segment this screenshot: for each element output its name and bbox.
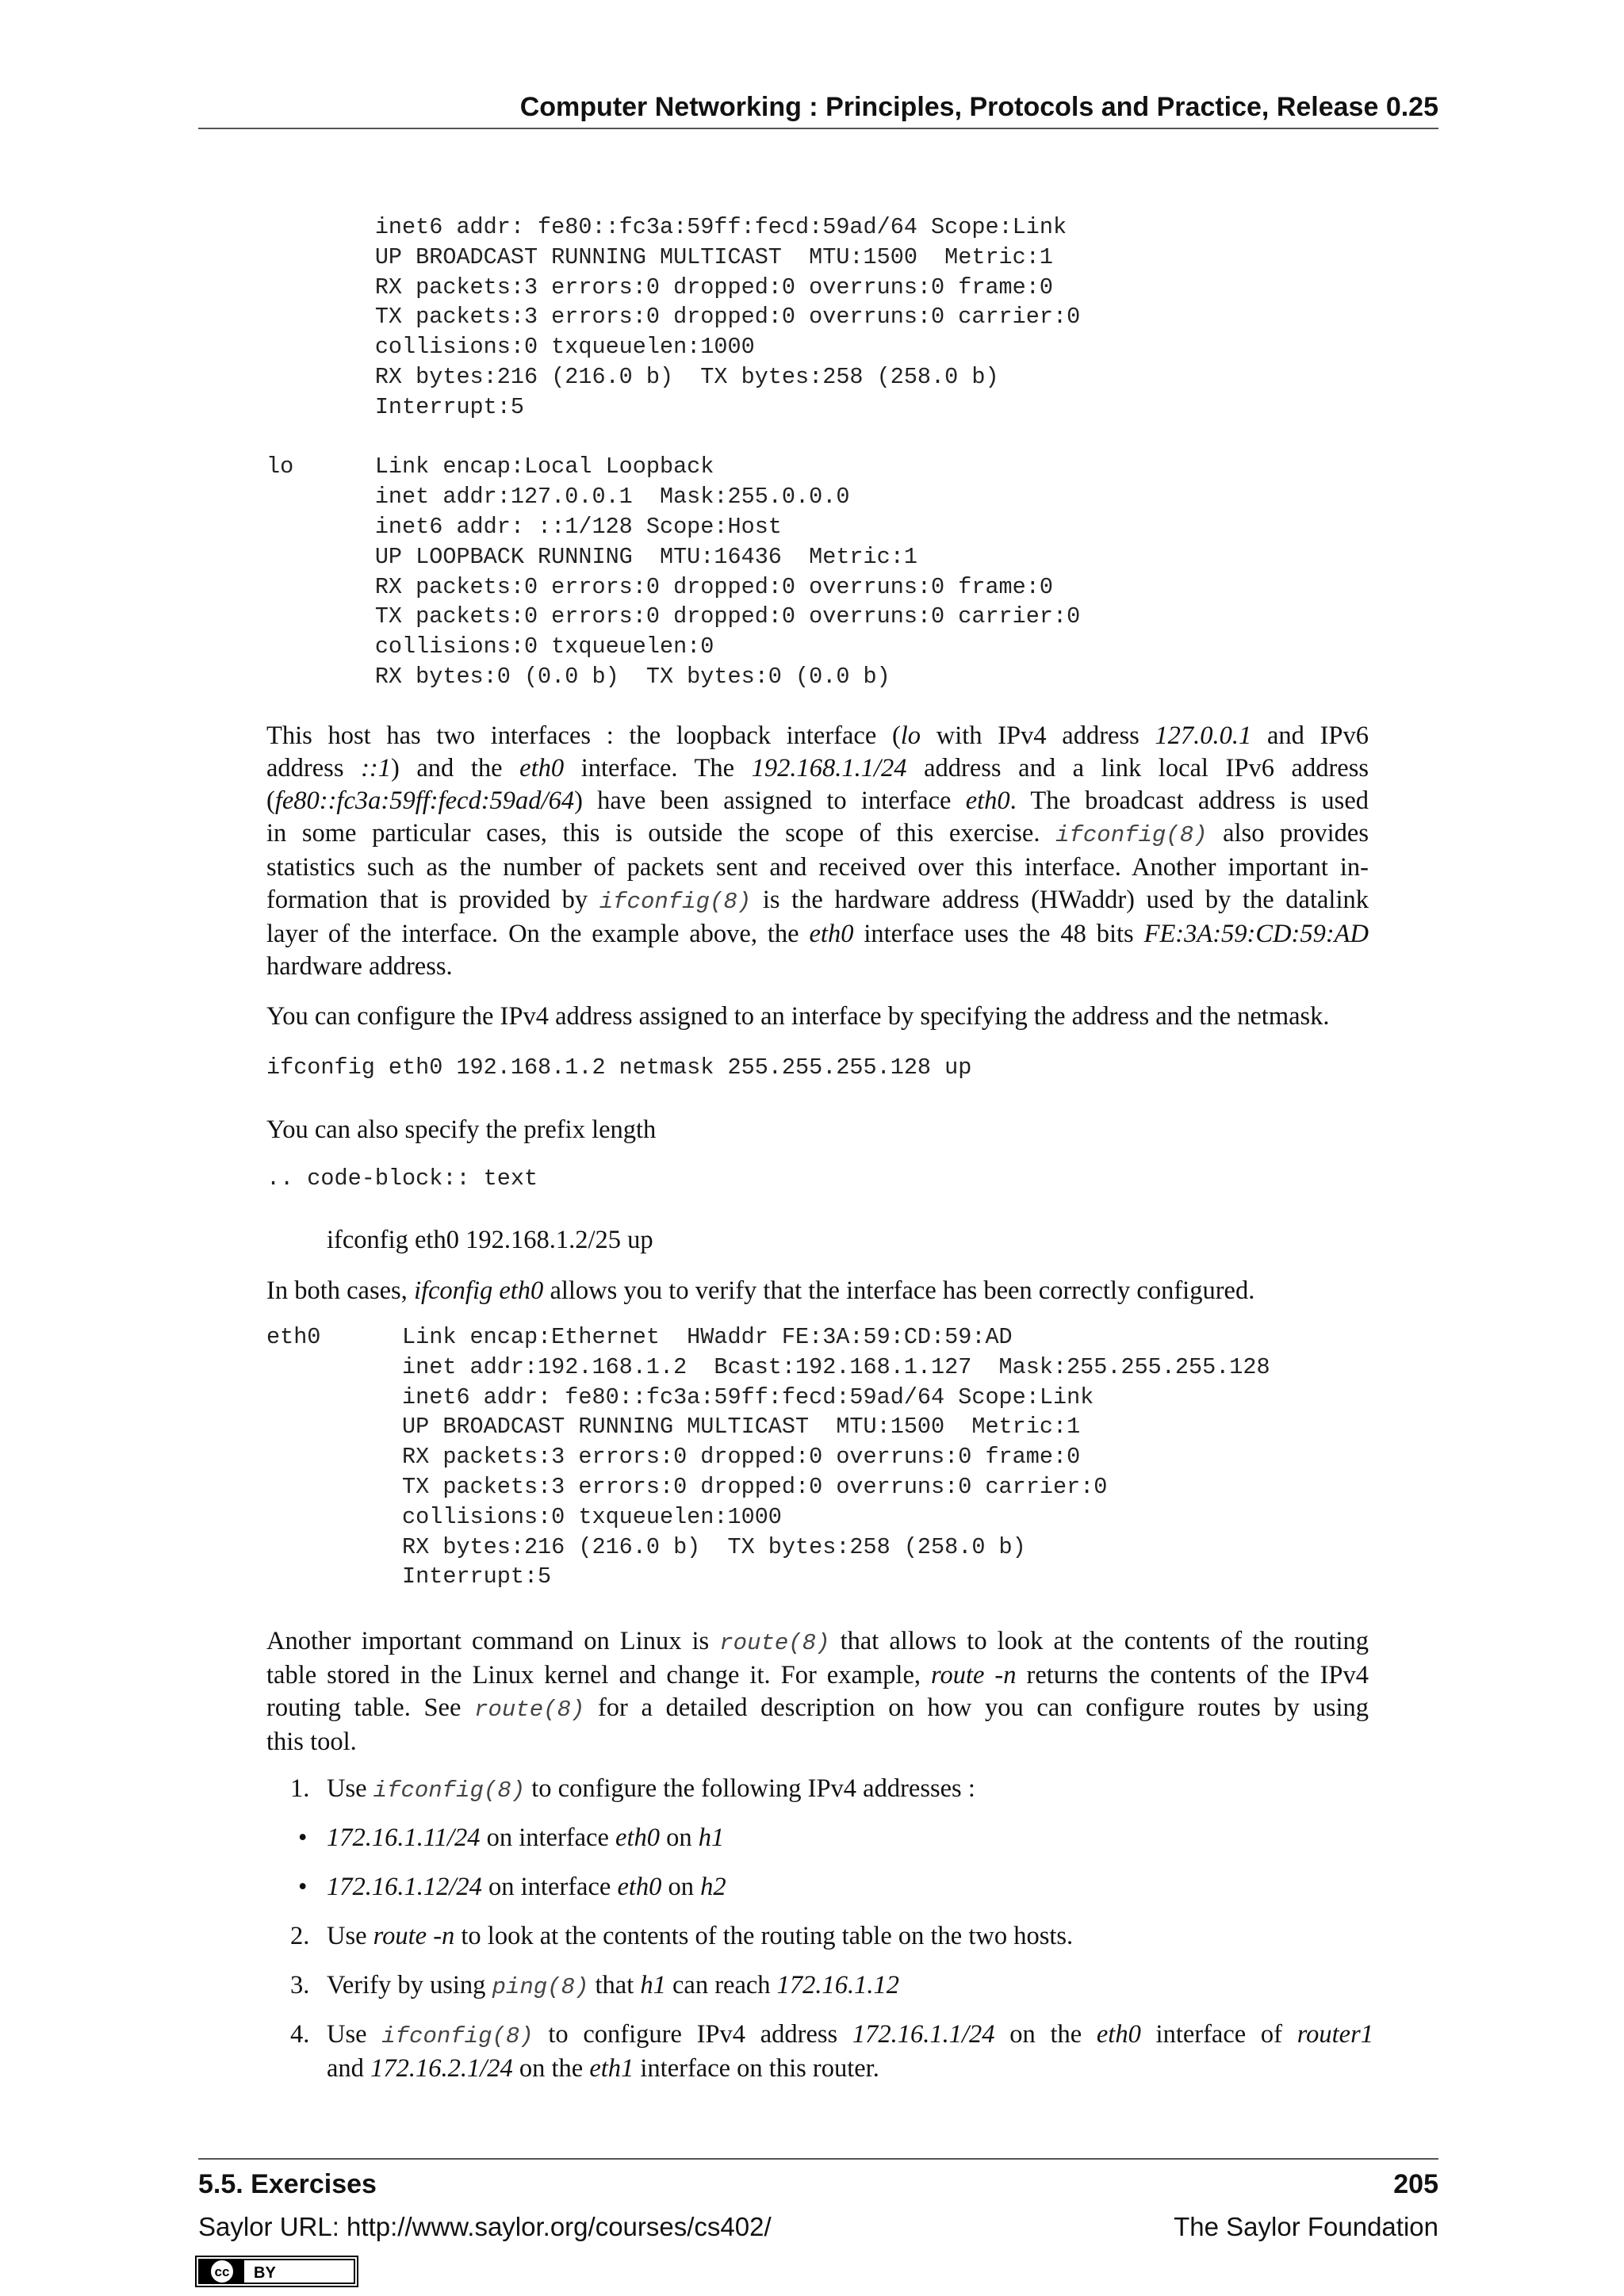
list-item-1: 1. Use ifconfig(8) to configure the following IPv4 addresses : <box>290 1774 975 1804</box>
text-line: statistics such as the number of packets sent and received over this interface. Another important in- <box>266 853 1369 882</box>
list-item-2: 2. Use route -n to look at the contents of the routing table on the two hosts. <box>290 1922 1074 1950</box>
manpage-link[interactable]: ping(8) <box>492 1974 589 2000</box>
text-line: (fe80::fc3a:59ff:fecd:59ad/64) have been assigned to interface eth0. The broadcast address is used <box>266 786 1369 815</box>
text-line: formation that is provided by ifconfig(8) is the hardware address (HWaddr) used by the datalink <box>266 886 1369 915</box>
footer-divider <box>198 2158 1438 2160</box>
svg-text:BY: BY <box>254 2264 276 2282</box>
manpage-link[interactable]: ifconfig(8) <box>381 2023 534 2049</box>
paragraph-prefix-length: You can also specify the prefix length <box>266 1115 657 1144</box>
paragraph-route-command: Another important command on Linux is route(8) that allows to look at the contents of the routing table stored in the Linux kernel and change it. For example, route -n returns the contents of the IPv4 routing table. See route(8) for a detailed description on how you can configure routes by using this tool. <box>266 1627 1369 1756</box>
header-divider <box>198 128 1438 129</box>
code-block-ifconfig-netmask: ifconfig eth0 192.168.1.2 netmask 255.255.255.128 up <box>266 1054 972 1081</box>
bullet-icon: • <box>298 1873 308 1901</box>
svg-text:cc: cc <box>214 2264 230 2279</box>
running-header-title: Computer Networking : Principles, Protocols and Practice, Release 0.25 <box>519 92 1438 122</box>
bullet-icon: • <box>298 1823 308 1852</box>
bullet-item-h1: • 172.16.1.11/24 on interface eth0 on h1 <box>298 1822 1345 1854</box>
manpage-link[interactable]: ifconfig(8) <box>1055 822 1208 848</box>
paragraph-interfaces <box>266 720 1369 983</box>
manpage-link[interactable]: route(8) <box>474 1697 585 1723</box>
paragraph-verify: In both cases, ifconfig eth0 allows you to verify that the interface has been correctly configured. <box>266 1276 1255 1305</box>
paragraph-configure-ipv4: You can configure the IPv4 address assigned to an interface by specifying the address and the netmask. <box>266 1002 1330 1031</box>
code-block-ifconfig-output: inet6 addr: fe80::fc3a:59ff:fecd:59ad/64 Scope:Link UP BROADCAST RUNNING MULTICAST MTU:1500 Metric:1 RX packets:3 errors:0 dropped:0 overruns:0 frame:0 TX packets:3 errors:0 dropped:0 overruns:0 carrier:0 collisions:0 txqueuelen:1000 RX bytes:216 (216.0 b) TX bytes:258 (258.0 b) Interrupt:5 lo Link encap:Local Loopback inet addr:127.0.0.1 Mask:255.0.0.0 inet6 addr: ::1/128 Scope:Host UP LOOPBACK RUNNING MTU:16436 Metric:1 RX packets:0 errors:0 dropped:0 overruns:0 frame:0 TX packets:0 errors:0 dropped:0 overruns:0 carrier:0 collisions:0 txqueuelen:0 RX bytes:0 (0.0 b) TX bytes:0 (0.0 b) <box>266 214 1081 690</box>
footer-section-title: 5.5. Exercises <box>198 2169 377 2199</box>
code-block-eth0-output: eth0 Link encap:Ethernet HWaddr FE:3A:59:CD:59:AD inet addr:192.168.1.2 Bcast:192.168.1.127 Mask:255.255.255.128 inet6 addr: fe80::fc3a:59ff:fecd:59ad/64 Scope:Link UP BROADCAST RUNNING MULTICAST MTU:1500 Metric:1 RX packets:3 errors:0 dropped:0 overruns:0 frame:0 TX packets:3 errors:0 dropped:0 overruns:0 carrier:0 collisions:0 txqueuelen:1000 RX bytes:216 (216.0 b) TX bytes:258 (258.0 b) Interrupt:5 <box>266 1324 1270 1590</box>
list-item-4: 4. Use ifconfig(8) to configure IPv4 address 172.16.1.1/24 on the eth0 interface of router1 and 172.16.2.1/24 on the eth1 interface on this router. <box>290 2020 1373 2083</box>
manpage-link[interactable]: route(8) <box>719 1630 830 1656</box>
text-line: hardware address. <box>266 952 453 981</box>
code-block-directive: .. code-block:: text <box>266 1165 538 1192</box>
indented-command-text: ifconfig eth0 192.168.1.2/25 up <box>327 1226 653 1254</box>
footer-url[interactable]: Saylor URL: http://www.saylor.org/courses/cs402/ <box>198 2212 772 2241</box>
manpage-link[interactable]: ifconfig(8) <box>599 889 752 915</box>
bullet-item-h2: • 172.16.1.12/24 on interface eth0 on h2 <box>298 1871 1345 1904</box>
text-line: address ::1) and the eth0 interface. The 192.168.1.1/24 address and a link local IPv6 address <box>266 754 1369 783</box>
text-line: layer of the interface. On the example above, the eth0 interface uses the 48 bits FE:3A:59:CD:59:AD <box>266 920 1369 948</box>
creative-commons-by-icon <box>195 2256 358 2287</box>
list-item-3: 3. Verify by using ping(8) that h1 can reach 172.16.1.12 <box>290 1971 900 2000</box>
footer-foundation: The Saylor Foundation <box>1174 2212 1438 2241</box>
text-line: This host has two interfaces : the loopback interface (lo with IPv4 address 127.0.0.1 and IPv6 <box>266 721 1369 750</box>
text-line: in some particular cases, this is outside the scope of this exercise. ifconfig(8) also provides <box>266 819 1369 848</box>
page-number: 205 <box>1393 2169 1438 2199</box>
manpage-link[interactable]: ifconfig(8) <box>373 1777 526 1804</box>
